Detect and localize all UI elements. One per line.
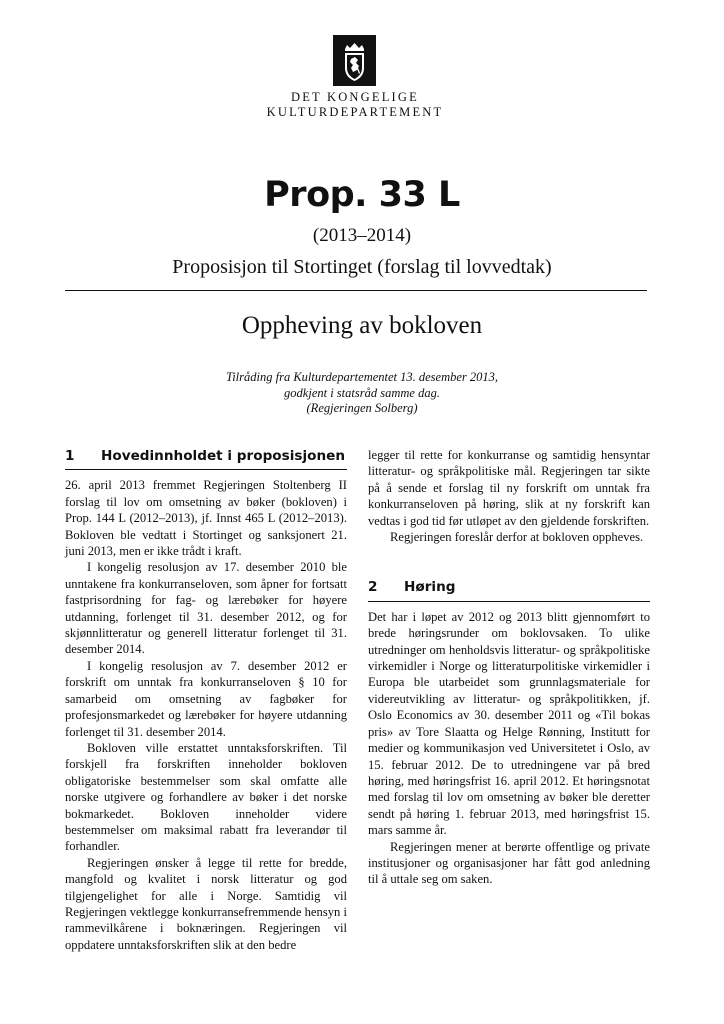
paragraph: Regjeringen foreslår derfor at bokloven oppheves. — [390, 530, 644, 545]
ministry-name-line1: DET KONGELIGE — [290, 90, 419, 104]
approval-line: godkjent i statsråd samme dag. — [284, 385, 440, 400]
paragraph: Det har i løpet av 2012 og 2013 blitt gjennomført to brede høringsrunder om boklovsaken. To ulike utredninger om henholdsvis litteratur- og språkpolitiske virkemidler i Norge og litteraturpolitiske virkemidler i Europa ble utarbeidet som grunnlagsmateriale for videreutvikling av litteratur- og språkpolitikken, jf. Oslo Economics av 30. desember 2011 og «Til bokas pris» av Tore Slaatta og Helge Rønning, Institutt for medier og kommunikasjon ved Universitetet i Oslo, av 15. februar 2012. De to utredningene var på bred høring, med høringsfrist 16. april 2012. Et høringsnotat med forslag til lov om omsetning av bøker ble deretter sendt på høring 1. februar 2013, med høringsfrist 15. mars samme år. — [368, 609, 650, 838]
document-title: Oppheving av bokloven — [241, 312, 483, 339]
section-title: Hovedinnholdet i proposisjonen — [101, 448, 346, 464]
approval-line: (Regjeringen Solberg) — [306, 401, 418, 415]
right-column — [368, 447, 650, 888]
approval-line: Tilråding fra Kulturdepartementet 13. desember 2013, — [225, 370, 499, 384]
ministry-name-line2: KULTURDEPARTEMENT — [266, 105, 444, 119]
paragraph: Bokloven ville erstattet unntaksforskriften. Til forskjell fra forskriften inneholder bokloven obligatoriske bestemmelser som skal omfatte alle norske utgivere og forhandlere av bøker i det norske bokmarkedet. Bokloven inneholder videre bestemmelser om maksimal rabatt fra leverandør til forhandler. — [65, 740, 347, 854]
session-years: (2013–2014) — [312, 225, 412, 246]
section-title: Høring — [404, 579, 456, 596]
proposition-number: Prop. 33 L — [264, 175, 460, 215]
section-heading — [65, 448, 347, 470]
paragraph: Regjeringen ønsker å legge til rette for bredde, mangfold og kvalitet i norsk litteratur og god tilgjengelighet for alle i Norge. Samtidig vil Regjeringen vektlegge konkurransefremmende hensyn i rammevilkårene i boknæringen. Regjeringen vil oppdatere unntaksforskriften slik at den bedre — [65, 855, 347, 952]
left-column — [65, 448, 347, 953]
paragraph-continued: legger til rette for konkurranse og samtidig hensyntar litteratur- og språkpolitiske mål. Regjeringen tar sikte på å sende et forslag til ny forskrift om unntak fra konkurranseloven på høring, slik at ny forskrift kan vedtas i god tid før utløpet av den gjeldende forskriften. — [368, 448, 650, 528]
paragraph: Regjeringen mener at berørte offentlige og private institusjoner og organisasjoner har fått god anledning til å uttale seg om saken. — [368, 839, 650, 887]
paragraph: I kongelig resolusjon av 17. desember 2010 ble unntakene fra konkurranseloven, som åpner for fortsatt fastprisordning for fag- og lærebøker for høyere utdanning, forlenget til 31. desember 2012, og for skjønnlitteratur og generell litteratur forlenget til 31. desember 2014. — [65, 560, 347, 657]
paragraph: I kongelig resolusjon av 7. desember 2012 er forskrift om unntak fra konkurranseloven § 10 for samarbeid om omsetning av fagbøker for profesjonsmarkedet og lærebøker for høyere utdanning forlenget til 31. desember 2014. — [65, 658, 347, 739]
coat-of-arms-icon — [333, 35, 376, 86]
approval-statement — [162, 370, 562, 417]
paragraph: 26. april 2013 fremmet Regjeringen Stoltenberg II forslag til lov om omsetning av bøker (bokloven) i Prop. 144 L (2012–2013), jf. Innst 465 L (2012–2013). Bokloven ble vedtatt i Stortinget og sanksjonert 21. juni 2013, men er ikke trådt i kraft. — [65, 478, 347, 559]
proposition-type: Proposisjon til Stortinget (forslag til lovvedtak) — [172, 256, 552, 278]
title-divider — [65, 290, 647, 291]
section-number: 2 — [368, 579, 378, 596]
section-number: 1 — [65, 448, 75, 464]
section-heading — [368, 579, 650, 601]
